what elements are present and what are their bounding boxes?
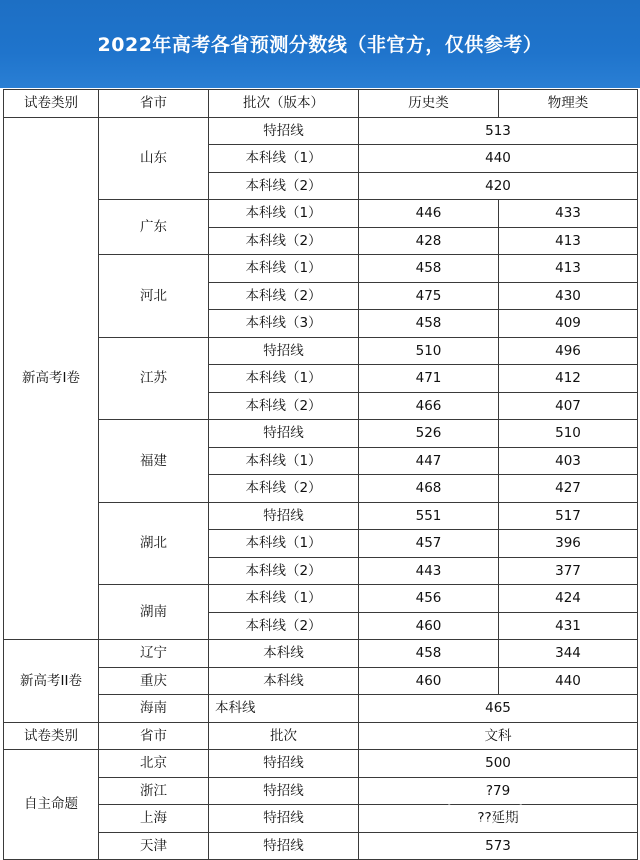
history-cell: 475 xyxy=(359,282,499,310)
header-row-2 xyxy=(4,722,638,750)
table-row xyxy=(4,750,638,778)
score-cell: 440 xyxy=(359,145,638,173)
batch-cell: 本科线（2） xyxy=(209,557,359,585)
table-row xyxy=(4,420,638,448)
batch-cell: 特招线 xyxy=(209,832,359,860)
table-row xyxy=(4,640,638,668)
table-row xyxy=(4,695,638,723)
history-cell: 510 xyxy=(359,337,499,365)
header-row xyxy=(4,90,638,118)
batch-cell: 本科线（2） xyxy=(209,172,359,200)
batch-cell: 本科线（2） xyxy=(209,612,359,640)
history-cell: 446 xyxy=(359,200,499,228)
table-row xyxy=(4,502,638,530)
col-header-history: 历史类 xyxy=(359,90,499,118)
batch-cell: 特招线 xyxy=(209,117,359,145)
batch-cell: 本科线 xyxy=(209,640,359,668)
physics-cell: 427 xyxy=(499,475,638,503)
table-row xyxy=(4,667,638,695)
history-cell: 456 xyxy=(359,585,499,613)
batch-cell: 特招线 xyxy=(209,337,359,365)
physics-cell: 344 xyxy=(499,640,638,668)
batch-cell: 本科线（1） xyxy=(209,145,359,173)
batch-cell: 本科线（2） xyxy=(209,475,359,503)
history-cell: 458 xyxy=(359,310,499,338)
history-cell: 443 xyxy=(359,557,499,585)
physics-cell: 440 xyxy=(499,667,638,695)
group-label: 新高考II卷 xyxy=(4,640,99,723)
table-row xyxy=(4,777,638,805)
province-cell: 广东 xyxy=(99,200,209,255)
physics-cell: 403 xyxy=(499,447,638,475)
physics-cell: 413 xyxy=(499,255,638,283)
history-cell: 460 xyxy=(359,667,499,695)
physics-cell: 430 xyxy=(499,282,638,310)
history-cell: 428 xyxy=(359,227,499,255)
score-cell: 465 xyxy=(359,695,638,723)
batch-cell: 本科线 xyxy=(209,695,359,723)
province-cell: 河北 xyxy=(99,255,209,338)
history-cell: 458 xyxy=(359,640,499,668)
province-cell: 天津 xyxy=(99,832,209,860)
history-cell: 466 xyxy=(359,392,499,420)
batch-cell: 本科线（3） xyxy=(209,310,359,338)
history-cell: 526 xyxy=(359,420,499,448)
batch-cell: 特招线 xyxy=(209,750,359,778)
province-cell: 湖南 xyxy=(99,585,209,640)
col-header-liberal: 文科 xyxy=(359,722,638,750)
physics-cell: 496 xyxy=(499,337,638,365)
province-cell: 江苏 xyxy=(99,337,209,420)
group-label: 新高考I卷 xyxy=(4,117,99,640)
history-cell: 458 xyxy=(359,255,499,283)
score-cell: 513 xyxy=(359,117,638,145)
table-row xyxy=(4,585,638,613)
history-cell: 460 xyxy=(359,612,499,640)
history-cell: 447 xyxy=(359,447,499,475)
batch-cell: 本科线（1） xyxy=(209,585,359,613)
batch-cell: 特招线 xyxy=(209,502,359,530)
group-label: 自主命题 xyxy=(4,750,99,860)
batch-cell: 本科线（1） xyxy=(209,365,359,393)
score-table xyxy=(3,89,638,860)
history-cell: 457 xyxy=(359,530,499,558)
batch-cell: 本科线（2） xyxy=(209,227,359,255)
col-header-exam-type: 试卷类别 xyxy=(4,90,99,118)
batch-cell: 特招线 xyxy=(209,777,359,805)
watermark-logo xyxy=(448,778,522,822)
province-cell: 海南 xyxy=(99,695,209,723)
batch-cell: 特招线 xyxy=(209,805,359,833)
province-cell: 湖北 xyxy=(99,502,209,585)
history-cell: 471 xyxy=(359,365,499,393)
score-cell: ?79 xyxy=(359,777,638,805)
col-header-province-2: 省市 xyxy=(99,722,209,750)
province-cell: 北京 xyxy=(99,750,209,778)
physics-cell: 431 xyxy=(499,612,638,640)
table-row xyxy=(4,200,638,228)
table-row xyxy=(4,832,638,860)
score-cell: ??延期 xyxy=(359,805,638,833)
physics-cell: 407 xyxy=(499,392,638,420)
col-header-province: 省市 xyxy=(99,90,209,118)
province-cell: 浙江 xyxy=(99,777,209,805)
province-cell: 重庆 xyxy=(99,667,209,695)
col-header-exam-type-2: 试卷类别 xyxy=(4,722,99,750)
physics-cell: 424 xyxy=(499,585,638,613)
col-header-batch-2: 批次 xyxy=(209,722,359,750)
table-row xyxy=(4,805,638,833)
col-header-batch: 批次（版本） xyxy=(209,90,359,118)
batch-cell: 本科线（1） xyxy=(209,530,359,558)
physics-cell: 510 xyxy=(499,420,638,448)
batch-cell: 本科线 xyxy=(209,667,359,695)
physics-cell: 377 xyxy=(499,557,638,585)
title-banner xyxy=(0,0,640,88)
page-title: 2022年高考各省预测分数线（非官方，仅供参考） xyxy=(97,34,543,56)
history-cell: 468 xyxy=(359,475,499,503)
physics-cell: 433 xyxy=(499,200,638,228)
province-cell: 上海 xyxy=(99,805,209,833)
batch-cell: 特招线 xyxy=(209,420,359,448)
table-row xyxy=(4,255,638,283)
province-cell: 辽宁 xyxy=(99,640,209,668)
physics-cell: 396 xyxy=(499,530,638,558)
batch-cell: 本科线（1） xyxy=(209,255,359,283)
table-row xyxy=(4,117,638,145)
physics-cell: 409 xyxy=(499,310,638,338)
physics-cell: 413 xyxy=(499,227,638,255)
col-header-physics: 物理类 xyxy=(499,90,638,118)
score-cell: 573 xyxy=(359,832,638,860)
batch-cell: 本科线（2） xyxy=(209,392,359,420)
batch-cell: 本科线（1） xyxy=(209,447,359,475)
province-cell: 福建 xyxy=(99,420,209,503)
batch-cell: 本科线（2） xyxy=(209,282,359,310)
physics-cell: 412 xyxy=(499,365,638,393)
score-cell: 420 xyxy=(359,172,638,200)
physics-cell: 517 xyxy=(499,502,638,530)
province-cell: 山东 xyxy=(99,117,209,200)
batch-cell: 本科线（1） xyxy=(209,200,359,228)
history-cell: 551 xyxy=(359,502,499,530)
score-cell: 500 xyxy=(359,750,638,778)
table-row xyxy=(4,337,638,365)
